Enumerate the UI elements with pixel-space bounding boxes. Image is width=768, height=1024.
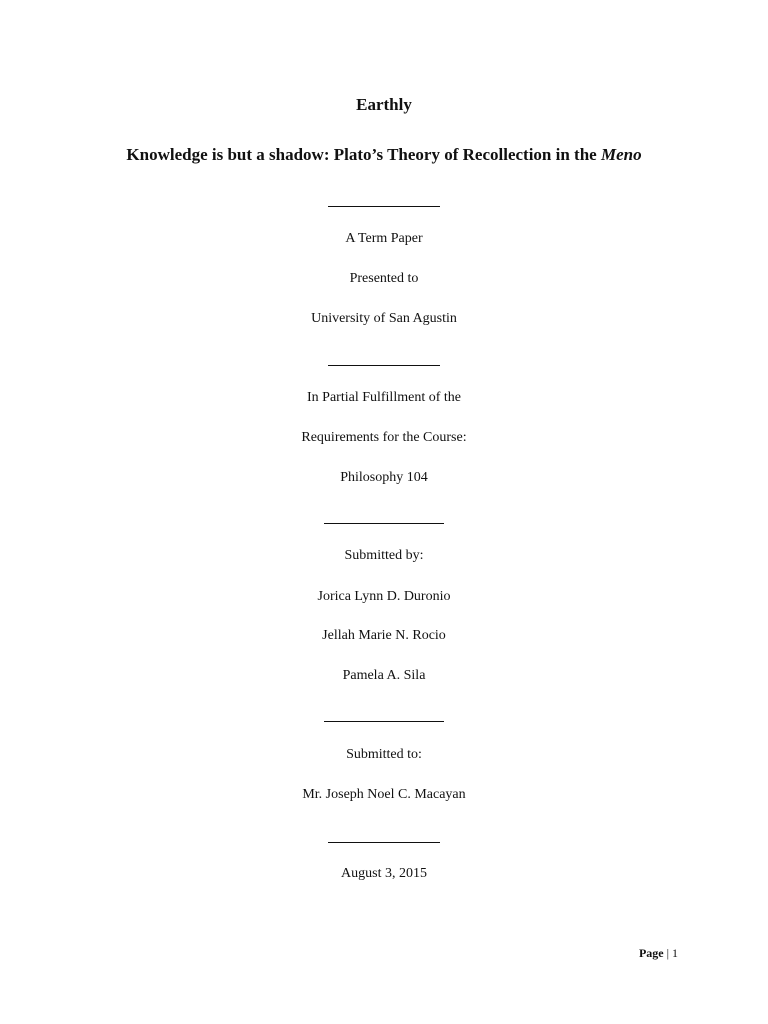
submitted-to-label: Submitted to: bbox=[346, 747, 422, 762]
separator-line bbox=[324, 523, 444, 524]
separator-line bbox=[328, 365, 440, 366]
subtitle-italic-text: Meno bbox=[600, 145, 642, 164]
subtitle-main-text: Knowledge is but a shadow: Plato’s Theory of Recollection in the bbox=[126, 145, 597, 164]
document-title: Earthly bbox=[356, 95, 412, 114]
paper-type: A Term Paper bbox=[345, 231, 423, 246]
submitted-by-label: Submitted by: bbox=[344, 548, 424, 563]
presented-to-label: Presented to bbox=[349, 271, 419, 286]
instructor-name: Mr. Joseph Noel C. Macayan bbox=[302, 787, 466, 802]
separator-line bbox=[324, 721, 444, 722]
page-separator: | bbox=[666, 946, 669, 960]
page-number: 1 bbox=[672, 946, 678, 960]
author-name: Jorica Lynn D. Duronio bbox=[317, 589, 451, 604]
fulfillment-line-2: Requirements for the Course: bbox=[301, 430, 467, 445]
university-name: University of San Agustin bbox=[311, 311, 457, 326]
page-footer bbox=[639, 946, 678, 961]
fulfillment-line-1: In Partial Fulfillment of the bbox=[307, 390, 461, 405]
separator-line bbox=[328, 842, 440, 843]
page-label: Page bbox=[638, 946, 664, 960]
document-subtitle bbox=[0, 145, 768, 165]
course-name: Philosophy 104 bbox=[340, 470, 428, 485]
author-name: Jellah Marie N. Rocio bbox=[322, 628, 446, 643]
separator-line bbox=[328, 206, 440, 207]
author-name: Pamela A. Sila bbox=[342, 668, 426, 683]
submission-date: August 3, 2015 bbox=[341, 866, 427, 881]
